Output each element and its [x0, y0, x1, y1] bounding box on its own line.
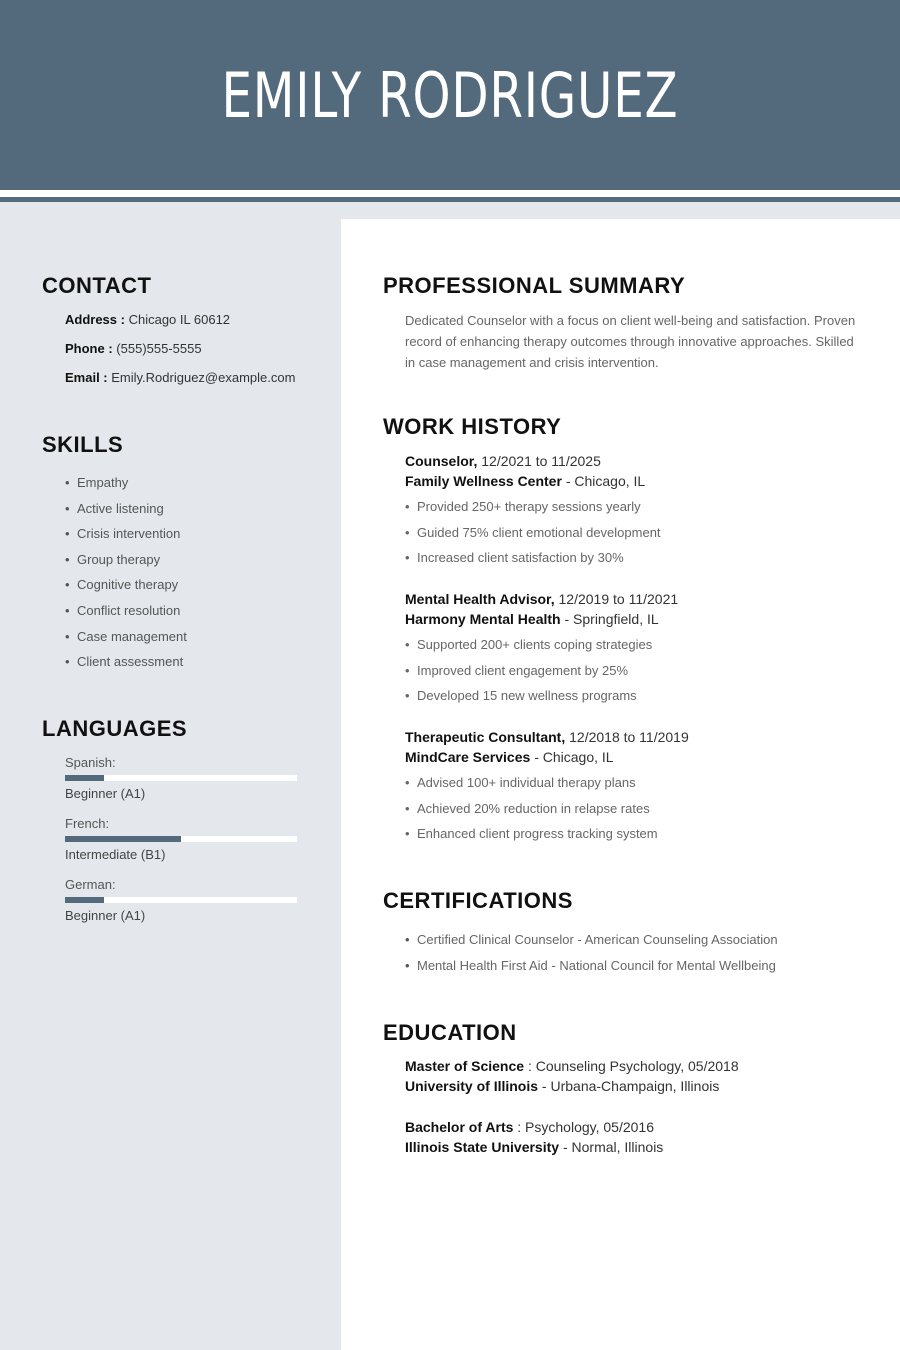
job-entry [405, 451, 865, 574]
phone-label: Phone : [65, 341, 113, 356]
job-role: Mental Health Advisor, [405, 591, 555, 607]
proficiency-bar [65, 897, 297, 903]
job-company-line [405, 609, 865, 629]
contact-address [65, 312, 230, 327]
skill-item: • Active listening [65, 501, 187, 527]
school: Illinois State University [405, 1139, 560, 1155]
school-location: - Normal, Illinois [562, 1139, 664, 1155]
skill-item: • Empathy [65, 475, 187, 501]
proficiency-bar [65, 775, 297, 781]
job-entry [405, 727, 865, 850]
job-bullet: • Increased client satisfaction by 30% [405, 548, 865, 574]
language-level: Beginner (A1) [65, 908, 146, 923]
job-company: MindCare Services [405, 749, 531, 765]
job-dates: 12/2018 to 11/2019 [569, 729, 689, 745]
resume-header [0, 0, 900, 190]
job-bullet: • Guided 75% client emotional development [405, 523, 865, 549]
summary-title: PROFESSIONAL SUMMARY [383, 273, 686, 298]
proficiency-fill [65, 836, 181, 842]
education-entry [405, 1056, 865, 1096]
header-strip [341, 202, 900, 219]
email-value: Emily.Rodriguez@example.com [111, 370, 296, 385]
proficiency-fill [65, 775, 104, 781]
address-value: Chicago IL 60612 [128, 312, 231, 327]
phone-value: (555)555-5555 [116, 341, 202, 356]
language-spanish [65, 755, 297, 801]
certification-item: • Certified Clinical Counselor - American Counseling Association [405, 932, 778, 958]
job-bullet: • Enhanced client progress tracking system [405, 824, 865, 850]
job-location: - Springfield, IL [564, 611, 659, 627]
job-bullet: • Supported 200+ clients coping strategies [405, 635, 865, 661]
language-german [65, 877, 297, 923]
job-title-line [405, 727, 865, 747]
job-title-line [405, 451, 865, 471]
job-company: Harmony Mental Health [405, 611, 561, 627]
language-name: Spanish: [65, 755, 116, 770]
contact-phone [65, 341, 202, 356]
degree-field: : Psychology, 05/2016 [517, 1119, 654, 1135]
email-label: Email : [65, 370, 108, 385]
job-dates: 12/2021 to 11/2025 [481, 453, 601, 469]
job-bullets [405, 497, 865, 574]
degree-line [405, 1056, 865, 1076]
skill-item: • Crisis intervention [65, 526, 187, 552]
language-name: French: [65, 816, 110, 831]
education-title: EDUCATION [383, 1020, 517, 1045]
contact-email [65, 370, 295, 385]
skill-item: • Cognitive therapy [65, 577, 187, 603]
job-company: Family Wellness Center [405, 473, 562, 489]
candidate-name: EMILY RODRIGUEZ [221, 58, 679, 132]
job-company-line [405, 471, 865, 491]
job-bullets [405, 635, 865, 712]
language-level: Beginner (A1) [65, 786, 146, 801]
skills-title: SKILLS [42, 432, 124, 457]
job-company-line [405, 747, 865, 767]
job-role: Therapeutic Consultant, [405, 729, 566, 745]
proficiency-fill [65, 897, 104, 903]
language-name: German: [65, 877, 116, 892]
job-bullet: • Advised 100+ individual therapy plans [405, 773, 865, 799]
school-line [405, 1076, 865, 1096]
job-location: - Chicago, IL [565, 473, 646, 489]
work-history-title: WORK HISTORY [383, 414, 562, 439]
certifications-title: CERTIFICATIONS [383, 888, 573, 913]
job-bullet: • Improved client engagement by 25% [405, 661, 865, 687]
job-bullet: • Provided 250+ therapy sessions yearly [405, 497, 865, 523]
skill-item: • Conflict resolution [65, 603, 187, 629]
languages-title: LANGUAGES [42, 716, 188, 741]
degree-field: : Counseling Psychology, 05/2018 [527, 1058, 739, 1074]
contact-title: CONTACT [42, 273, 152, 298]
summary-text: Dedicated Counselor with a focus on client well-being and satisfaction. Proven record of enhancing therapy outcomes through innovative approaches. Skilled in case management and crisis intervention. [405, 313, 856, 370]
degree: Master of Science [405, 1058, 525, 1074]
job-role: Counselor, [405, 453, 478, 469]
school-location: - Urbana-Champaign, Illinois [541, 1078, 720, 1094]
degree: Bachelor of Arts [405, 1119, 514, 1135]
address-label: Address : [65, 312, 125, 327]
school: University of Illinois [405, 1078, 539, 1094]
language-french [65, 816, 297, 862]
language-level: Intermediate (B1) [65, 847, 166, 862]
job-bullet: • Developed 15 new wellness programs [405, 686, 865, 712]
school-line [405, 1137, 865, 1157]
skill-item: • Case management [65, 629, 187, 655]
job-location: - Chicago, IL [534, 749, 614, 765]
job-bullets [405, 773, 865, 850]
job-entry [405, 589, 865, 712]
job-bullet: • Achieved 20% reduction in relapse rates [405, 799, 865, 825]
certifications-list [405, 932, 778, 983]
degree-line [405, 1117, 865, 1137]
certification-item: • Mental Health First Aid - National Council for Mental Wellbeing [405, 958, 778, 984]
education-entry [405, 1117, 865, 1157]
job-title-line [405, 589, 865, 609]
proficiency-bar [65, 836, 297, 842]
skills-list [65, 475, 187, 680]
skill-item: • Client assessment [65, 654, 187, 680]
skill-item: • Group therapy [65, 552, 187, 578]
job-dates: 12/2019 to 11/2021 [558, 591, 679, 607]
